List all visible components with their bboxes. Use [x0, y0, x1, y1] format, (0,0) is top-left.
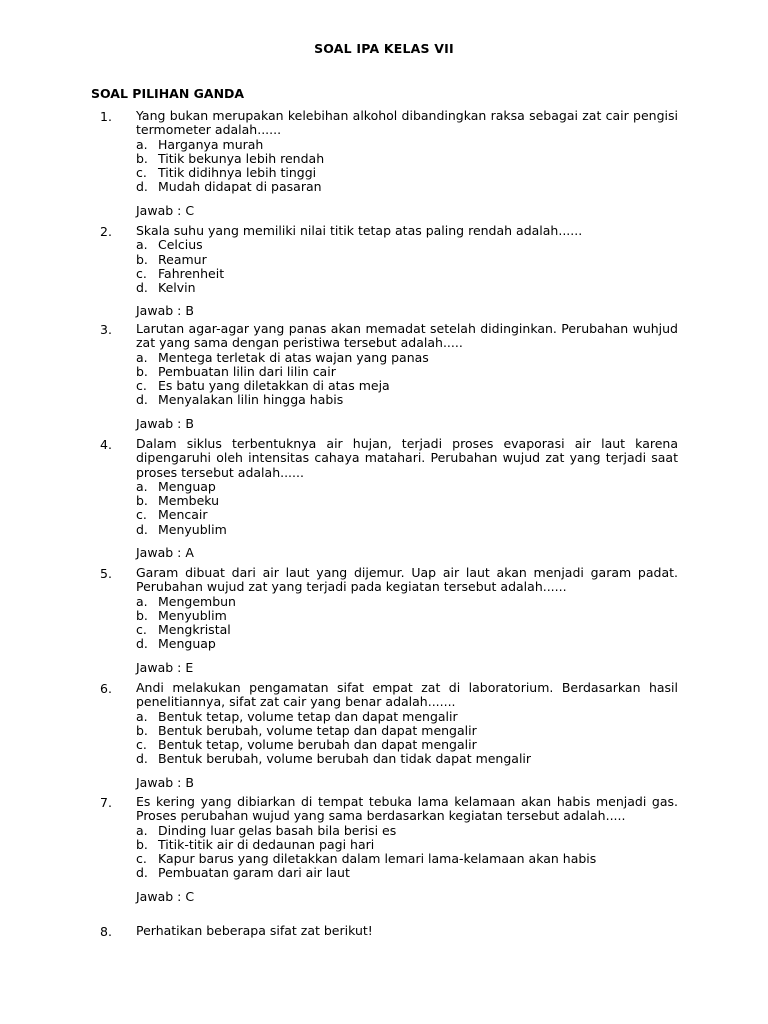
option-c [136, 852, 678, 866]
option-text: Bentuk tetap, volume berubah dan dapat mengalir [158, 737, 477, 753]
question-text: Skala suhu yang memiliki nilai titik tetap atas paling rendah adalah...... [136, 223, 583, 238]
option-d [136, 637, 678, 651]
question-number: 1. [100, 109, 112, 124]
option-letter: b. [136, 836, 148, 852]
option-b [136, 365, 678, 379]
option-letter: a. [136, 593, 148, 609]
option-text: Kapur barus yang diletakkan dalam lemari lama-kelamaan akan habis [158, 851, 597, 867]
answer-key: Jawab : C [136, 202, 195, 218]
option-text: Menyublim [158, 521, 227, 537]
option-letter: c. [136, 507, 147, 523]
question-7 [100, 795, 678, 904]
question-number: 7. [100, 795, 112, 810]
option-text: Harganya murah [158, 136, 264, 152]
option-text: Menyublim [158, 607, 227, 623]
option-letter: b. [136, 722, 148, 738]
option-b [136, 724, 678, 738]
option-text: Menyalakan lilin hingga habis [158, 392, 344, 408]
option-d [136, 752, 678, 766]
option-a [136, 238, 678, 252]
option-letter: c. [136, 851, 147, 867]
option-a [136, 480, 678, 494]
option-letter: d. [136, 865, 148, 881]
option-b [136, 152, 678, 166]
question-5 [100, 566, 678, 675]
option-text: Fahrenheit [158, 265, 225, 281]
question-text: Perhatikan beberapa sifat zat berikut! [136, 923, 373, 938]
option-text: Celcius [158, 237, 203, 253]
answer-key: Jawab : C [136, 888, 195, 904]
option-letter: d. [136, 179, 148, 195]
question-3 [100, 322, 678, 431]
answer-key: Jawab : A [136, 545, 194, 561]
option-text: Es batu yang diletakkan di atas meja [158, 378, 390, 394]
option-text: Bentuk berubah, volume berubah dan tidak dapat mengalir [158, 751, 532, 767]
option-letter: b. [136, 493, 148, 509]
option-b [136, 609, 678, 623]
answer-key: Jawab : B [136, 774, 194, 790]
question-text: Garam dibuat dari air laut yang dijemur. Uap air laut akan menjadi garam padat. Perubahan wujud zat yang terjadi pada kegiatan tersebut adalah...... [136, 565, 678, 595]
option-c [136, 267, 678, 281]
option-a [136, 710, 678, 724]
option-d [136, 523, 678, 537]
option-b [136, 838, 678, 852]
option-letter: a. [136, 136, 148, 152]
question-text: Yang bukan merupakan kelebihan alkohol dibandingkan raksa sebagai zat cair pengisi termometer adalah...... [136, 108, 678, 138]
option-text: Mengkristal [158, 622, 231, 638]
question-4 [100, 437, 678, 560]
option-letter: c. [136, 622, 147, 638]
option-letter: d. [136, 636, 148, 652]
option-text: Mencair [158, 507, 208, 523]
option-a [136, 824, 678, 838]
option-a [136, 351, 678, 365]
option-text: Mengembun [158, 593, 236, 609]
option-d [136, 281, 678, 295]
option-b [136, 494, 678, 508]
option-text: Pembuatan garam dari air laut [158, 865, 350, 881]
option-text: Titik didihnya lebih tinggi [158, 165, 317, 181]
question-text: Dalam siklus terbentuknya air hujan, terjadi proses evaporasi air laut karena dipengaruhi oleh intensitas cahaya matahari. Perubahan wujud zat yang terjadi saat proses tersebut adalah...... [136, 436, 678, 480]
option-letter: b. [136, 150, 148, 166]
option-b [136, 253, 678, 267]
option-text: Kelvin [158, 280, 196, 296]
option-text: Bentuk berubah, volume tetap dan dapat mengalir [158, 722, 477, 738]
option-text: Mentega terletak di atas wajan yang panas [158, 349, 429, 365]
option-text: Membeku [158, 493, 220, 509]
question-2 [100, 224, 678, 319]
question-text: Larutan agar-agar yang panas akan memadat setelah didinginkan. Perubahan wuhjud zat yang sama dengan peristiwa tersebut adalah..... [136, 321, 678, 351]
option-d [136, 180, 678, 194]
option-a [136, 595, 678, 609]
option-letter: c. [136, 737, 147, 753]
question-text: Es kering yang dibiarkan di tempat tebuka lama kelamaan akan habis menjadi gas. Proses perubahan wujud yang sama berdasarkan kegiatan tersebut adalah..... [136, 794, 678, 824]
option-a [136, 138, 678, 152]
answer-key: Jawab : B [136, 303, 194, 319]
option-letter: b. [136, 607, 148, 623]
option-text: Menguap [158, 478, 216, 494]
option-text: Mudah didapat di pasaran [158, 179, 322, 195]
question-8 [100, 924, 678, 938]
option-letter: c. [136, 265, 147, 281]
answer-key: Jawab : B [136, 415, 194, 431]
option-d [136, 866, 678, 880]
option-c [136, 508, 678, 522]
question-1 [100, 109, 678, 218]
option-letter: b. [136, 363, 148, 379]
question-number: 3. [100, 322, 112, 337]
question-number: 2. [100, 224, 112, 239]
option-c [136, 738, 678, 752]
option-letter: d. [136, 280, 148, 296]
option-letter: a. [136, 708, 148, 724]
option-letter: d. [136, 392, 148, 408]
option-letter: a. [136, 478, 148, 494]
option-letter: d. [136, 751, 148, 767]
section-title: SOAL PILIHAN GANDA [91, 86, 245, 101]
option-text: Pembuatan lilin dari lilin cair [158, 363, 336, 379]
question-text: Andi melakukan pengamatan sifat empat zat di laboratorium. Berdasarkan hasil penelitiannya, sifat zat cair yang benar adalah....... [136, 680, 678, 710]
option-letter: d. [136, 521, 148, 537]
answer-key: Jawab : E [136, 659, 194, 675]
option-text: Titik-titik air di dedaunan pagi hari [158, 836, 375, 852]
question-number: 6. [100, 681, 112, 696]
document-title: SOAL IPA KELAS VII [314, 41, 454, 56]
question-6 [100, 681, 678, 790]
option-letter: a. [136, 822, 148, 838]
option-c [136, 623, 678, 637]
question-number: 4. [100, 437, 112, 452]
option-c [136, 166, 678, 180]
question-number: 5. [100, 566, 112, 581]
option-text: Dinding luar gelas basah bila berisi es [158, 822, 397, 838]
option-letter: c. [136, 378, 147, 394]
option-text: Bentuk tetap, volume tetap dan dapat mengalir [158, 708, 458, 724]
option-d [136, 393, 678, 407]
option-letter: a. [136, 349, 148, 365]
question-number: 8. [100, 924, 112, 939]
option-letter: a. [136, 237, 148, 253]
option-letter: c. [136, 165, 147, 181]
option-letter: b. [136, 251, 148, 267]
option-text: Reamur [158, 251, 207, 267]
option-c [136, 379, 678, 393]
option-text: Menguap [158, 636, 216, 652]
option-text: Titik bekunya lebih rendah [158, 150, 325, 166]
